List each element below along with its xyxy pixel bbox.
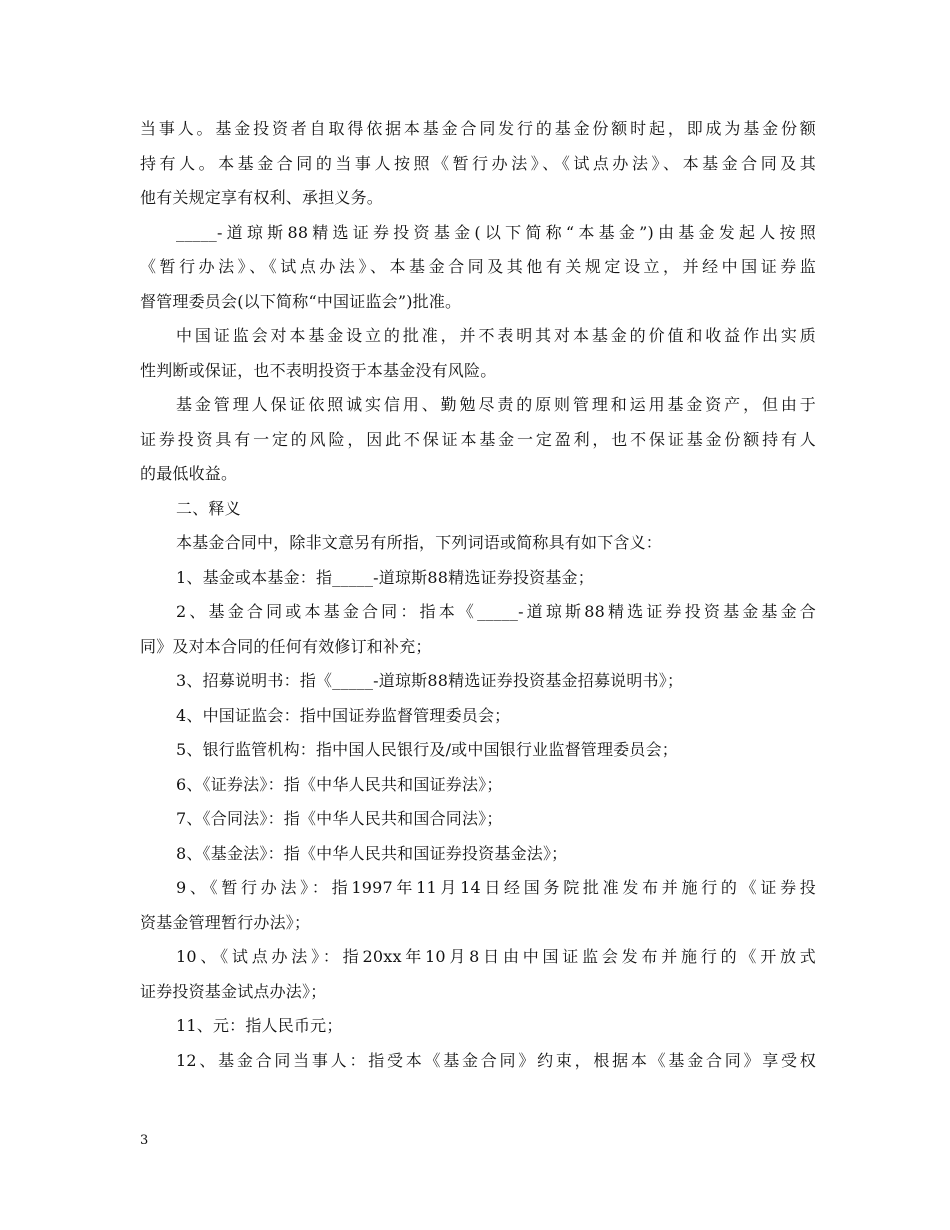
paragraph-line: 《暂行办法》、《试点办法》、本基金合同及其他有关规定设立，并经中国证券监 — [140, 257, 816, 276]
paragraph-line: 性判断或保证，也不表明投资于本基金没有风险。 — [140, 360, 497, 380]
paragraph-line: 11、元：指人民币元； — [176, 1016, 343, 1035]
paragraph-line: 证券投资具有一定的风险，因此不保证本基金一定盈利，也不保证基金份额持有人 — [140, 429, 816, 449]
paragraph-line: 4、中国证监会：指中国证券监督管理委员会； — [176, 705, 511, 725]
paragraph-line: 资基金管理暂行办法》； — [140, 912, 311, 932]
paragraph-line: 2、基金合同或本基金合同：指本《_____-道琼斯88精选证券投资基金基金合 — [176, 602, 816, 621]
paragraph-line: 7、《合同法》：指《中华人民共和国合同法》； — [176, 809, 503, 828]
paragraph-line: 同》及对本合同的任何有效修订和补充； — [140, 636, 432, 656]
paragraph-line: 二、释义 — [176, 498, 241, 518]
paragraph-line: 持有人。本基金合同的当事人按照《暂行办法》、《试点办法》、本基金合同及其 — [140, 153, 816, 173]
document-body — [140, 112, 816, 1078]
page-number: 3 — [140, 1133, 149, 1148]
paragraph-line: 他有关规定享有权利、承担义务。 — [140, 188, 384, 207]
paragraph-line: 中国证监会对本基金设立的批准，并不表明其对本基金的价值和收益作出实质 — [176, 326, 816, 345]
paragraph-line: 当事人。基金投资者自取得依据本基金合同发行的基金份额时起，即成为基金份额 — [140, 119, 816, 138]
paragraph-line: 8、《基金法》：指《中华人民共和国证券投资基金法》； — [176, 843, 568, 863]
paragraph-line: 基金管理人保证依照诚实信用、勤勉尽责的原则管理和运用基金资产，但由于 — [176, 395, 816, 414]
paragraph-line: 本基金合同中，除非文意另有所指，下列词语或简称具有如下含义： — [176, 533, 663, 552]
paragraph-line: _____-道琼斯88精选证券投资基金(以下简称“本基金”)由基金发起人按照 — [176, 222, 816, 242]
paragraph-line: 证券投资基金试点办法》； — [140, 981, 327, 1001]
paragraph-line: 1、基金或本基金：指_____-道琼斯88精选证券投资基金； — [176, 567, 594, 587]
paragraph-line: 的最低收益。 — [140, 464, 238, 483]
paragraph-line: 5、银行监管机构：指中国人民银行及/或中国银行业监督管理委员会； — [176, 740, 678, 759]
paragraph-line: 9、《暂行办法》：指1997年11月14日经国务院批准发布并施行的《证券投 — [176, 878, 816, 897]
paragraph-line: 12、基金合同当事人：指受本《基金合同》约束，根据本《基金合同》享受权 — [176, 1050, 816, 1070]
paragraph-line: 督管理委员会(以下简称“中国证监会”)批准。 — [140, 291, 462, 311]
paragraph-line: 6、《证券法》：指《中华人民共和国证券法》； — [176, 774, 503, 794]
paragraph-line: 10、《试点办法》：指20xx年10月8日由中国证监会发布并施行的《开放式 — [176, 947, 816, 966]
paragraph-line: 3、招募说明书：指《_____-道琼斯88精选证券投资基金招募说明书》； — [176, 671, 684, 690]
